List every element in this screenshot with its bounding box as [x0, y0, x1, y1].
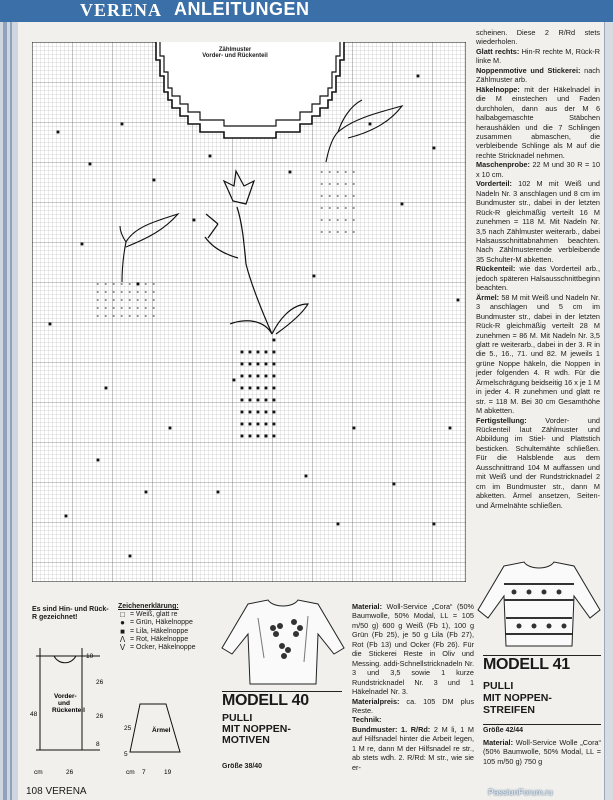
stitch-lila [241, 363, 244, 366]
right-col-paragraph-label: Vorderteil: [476, 179, 512, 189]
stitch-mark: × [128, 305, 132, 311]
stitch-mark: × [104, 297, 108, 303]
stitch-mark: × [120, 297, 124, 303]
stitch-lila [265, 435, 268, 438]
stitch-lila [369, 123, 372, 126]
right-col-paragraph-text: Hin-R rechte M, Rück-R linke M. [476, 46, 601, 66]
stitch-mark: × [328, 193, 332, 199]
stitch-lila [265, 423, 268, 426]
stitch-mark: × [112, 289, 116, 295]
model40-sub1: PULLI [222, 712, 253, 724]
dim-top-right: 26 [96, 679, 104, 686]
stitch-lila [241, 423, 244, 426]
right-col-paragraph [476, 179, 600, 264]
stitch-lila [257, 351, 260, 354]
model40-size: Größe 38/40 [222, 763, 263, 770]
stitch-lila [81, 243, 84, 246]
stitch-lila [457, 299, 460, 302]
mid-col-paragraph-label: Materialpreis: [352, 696, 400, 706]
right-col-paragraph [476, 85, 600, 161]
mid-col-paragraph [352, 602, 474, 697]
legend-symbol: Λ [119, 634, 126, 644]
stitch-mark: × [112, 313, 116, 319]
stitch-lila [129, 555, 132, 558]
model40-subtitle [222, 713, 291, 746]
dim-sleeve-height: 25 [124, 725, 132, 732]
sweater-illustration-41 [474, 560, 604, 650]
right-col-paragraph-text: mit der Häkelnadel in die M einstechen und Faden durchholen, dann aus der M 6 halbabgemaschte Stäbchen herausháklen und die 7 Schlingen zusammen abmaschen, die verbleibende Schlinge als M auf die rechte Stricknadel nehmen. [476, 84, 600, 160]
stitch-mark: × [320, 169, 324, 175]
stitch-lila [249, 399, 252, 402]
stitch-lila [401, 203, 404, 206]
stitch-mark: × [352, 169, 356, 175]
stitch-mark: × [352, 205, 356, 211]
stitch-lila [265, 399, 268, 402]
stitch-lila [257, 375, 260, 378]
stitch-mark: × [336, 193, 340, 199]
stitch-mark: × [152, 281, 156, 287]
instructions-column-middle [352, 602, 474, 772]
schematic-label-2: und [58, 700, 70, 707]
stitch-mark: × [144, 281, 148, 287]
stitch-mark: × [328, 205, 332, 211]
legend-item [118, 611, 196, 619]
stitch-mark: × [120, 305, 124, 311]
stitch-lila [89, 163, 92, 166]
dim-sleeve-w1: 7 [142, 769, 146, 776]
stitch-lila [265, 363, 268, 366]
stitch-mark: × [136, 297, 140, 303]
stitch-lila [241, 387, 244, 390]
size-schematic [30, 648, 210, 783]
stitch-lila [265, 375, 268, 378]
stitch-mark: × [120, 313, 124, 319]
rows-note: Es sind Hin- und Rück-R gezeichnet! [32, 606, 109, 621]
footer-page-number: 108 [26, 786, 43, 797]
right-col-paragraph [476, 264, 600, 292]
stitch-lila [273, 387, 276, 390]
stitch-lila [273, 423, 276, 426]
header-brand: VERENA [80, 0, 163, 20]
stitch-mark: × [136, 305, 140, 311]
model41-sub2: MIT NOPPEN- [483, 692, 552, 704]
footer-brand: VERENA [45, 786, 87, 797]
stitch-mark: × [344, 169, 348, 175]
stitch-lila [193, 219, 196, 222]
symbol-legend [118, 603, 196, 652]
stitch-mark: × [328, 229, 332, 235]
stitch-mark: × [144, 297, 148, 303]
stitch-mark: × [112, 281, 116, 287]
stitch-lila [305, 475, 308, 478]
stitch-lila [433, 523, 436, 526]
stitch-mark: × [96, 281, 100, 287]
model41-material [483, 738, 601, 766]
stitch-mark: × [112, 297, 116, 303]
chart-title-line2: Vorder- und Rückenteil [202, 53, 268, 59]
stitch-mark: × [120, 281, 124, 287]
stitch-lila [249, 375, 252, 378]
legend-title: Zeichenerklärung: [118, 603, 179, 610]
stitch-lila [337, 523, 340, 526]
page-header [0, 0, 613, 22]
stitch-lila [49, 323, 52, 326]
stitch-mark: × [352, 181, 356, 187]
stitch-mark: × [352, 229, 356, 235]
stitch-mark: × [344, 193, 348, 199]
stitch-lila [257, 399, 260, 402]
model41-sub1: PULLI [483, 680, 514, 692]
stitch-lila [313, 275, 316, 278]
stitch-lila [241, 411, 244, 414]
stitch-lila [241, 435, 244, 438]
stitch-mark: × [344, 181, 348, 187]
stitch-lila [393, 483, 396, 486]
stitch-lila [105, 387, 108, 390]
sweater-illustration-40 [218, 598, 348, 688]
header-section: ANLEITUNGEN [174, 0, 310, 19]
stitch-mark: × [344, 217, 348, 223]
dim-neck-top: 10 [86, 653, 94, 660]
model41-material-text: Woll-Service Wolle „Cora“ (50% Baumwolle, 50% Modal, LL = 105 m/50 g) 750 g [483, 738, 601, 766]
sleeve-label: Ärmel [152, 727, 171, 734]
stitch-lila [249, 363, 252, 366]
legend-symbol: □ [120, 610, 125, 620]
stitch-lila [249, 435, 252, 438]
stitch-mark: × [144, 305, 148, 311]
right-col-paragraph-label: Häkelnoppe: [476, 84, 520, 94]
stitch-mark: × [152, 305, 156, 311]
stitch-mark: × [128, 289, 132, 295]
stitch-lila [273, 411, 276, 414]
legend-symbol: V [119, 643, 126, 653]
legend-item [118, 628, 196, 636]
stitch-mark: × [320, 181, 324, 187]
stitch-mark: × [136, 281, 140, 287]
right-col-paragraph [476, 47, 600, 66]
stitch-lila [273, 375, 276, 378]
stitch-mark: × [328, 217, 332, 223]
stitch-mark: × [320, 193, 324, 199]
dim-cm-2: cm [126, 769, 135, 776]
mid-col-paragraph-text: Woll-Service „Cora“ (50% Baumwolle, 50% Modal, LL = 105 m/50 g) 600 g Weiß (Fb 1), 100 g Grün (Fb 25), je 50 g Lila (Fb 27), Rot (Fb 13) und Ocker (Fb 26). Für die Stickerei Reste in Oliv und Messing. addi-Schnellstricknadeln Nr. 3 und 3,5 sowie 1 kurze Rundstricknadel Nr. 3 und 1 Häkelnadel Nr. 3. [352, 602, 474, 697]
stitch-lila [265, 387, 268, 390]
stitch-mark: × [336, 169, 340, 175]
stitch-mark: × [104, 313, 108, 319]
model41-size: Größe 42/44 [483, 727, 524, 734]
model40-title: MODELL 40 [222, 692, 309, 709]
stitch-lila [233, 379, 236, 382]
stitch-lila [433, 147, 436, 150]
knitting-chart [32, 42, 466, 582]
right-col-paragraph [476, 66, 600, 85]
right-col-paragraph [476, 416, 600, 511]
right-col-paragraph-label: Rückenteil: [476, 264, 516, 274]
stitch-mark: × [352, 217, 356, 223]
stitch-lila [289, 171, 292, 174]
right-col-paragraph-text: nach Zählmuster arb. [476, 65, 600, 85]
right-col-paragraph-text: 22 M und 30 R = 10 x 10 cm. [476, 160, 600, 179]
stitch-mark: × [104, 281, 108, 287]
dim-height: 48 [30, 711, 38, 718]
right-col-paragraph-label: Fertigstellung: [476, 415, 527, 425]
legend-symbol: ● [120, 618, 125, 628]
model41-sub3: STREIFEN [483, 704, 535, 716]
right-col-paragraph-label: Maschenprobe: [476, 160, 530, 170]
stitch-mark: × [336, 205, 340, 211]
watermark: PassionForum.ru [488, 787, 553, 797]
stitch-mark: × [128, 313, 132, 319]
stitch-mark: × [320, 205, 324, 211]
stitch-lila [217, 491, 220, 494]
model40-sub2: MIT NOPPEN- [222, 723, 291, 735]
mid-col-paragraph-label: Material: [352, 602, 383, 611]
mid-col-paragraph-label: Bundmuster: 1. R/Rd: [352, 724, 431, 734]
dim-sleeve-w2: 19 [164, 769, 172, 776]
stitch-mark: × [104, 305, 108, 311]
dim-sleeve-bottom: 5 [124, 751, 128, 758]
stitch-lila [249, 411, 252, 414]
stitch-mark: × [120, 289, 124, 295]
stitch-lila [97, 459, 100, 462]
schematic-label-3: Rückenteil [52, 707, 85, 714]
stitch-mark: × [328, 181, 332, 187]
right-col-paragraph-label: Noppenmotive und Stickerei: [476, 65, 581, 75]
stitch-lila [57, 131, 60, 134]
stitch-lila [257, 363, 260, 366]
legend-item [118, 619, 196, 627]
dim-mid-right: 26 [96, 713, 104, 720]
legend-text: = Lila, Häkelnoppe [130, 627, 189, 635]
stitch-lila [273, 363, 276, 366]
mid-col-paragraph-label: Technik: [352, 715, 382, 725]
stitch-lila [241, 399, 244, 402]
legend-symbol: ■ [120, 626, 125, 636]
stitch-lila [417, 75, 420, 78]
stitch-lila [273, 351, 276, 354]
stitch-lila [273, 435, 276, 438]
chart-title-line1: Zählmuster [218, 47, 252, 53]
right-col-paragraph [476, 28, 600, 47]
model40-sub3: MOTIVEN [222, 734, 270, 746]
stitch-lila [145, 491, 148, 494]
chart-title [180, 47, 290, 59]
page-edge-decoration [0, 0, 18, 800]
stitch-mark: × [128, 281, 132, 287]
stitch-mark: × [104, 289, 108, 295]
stitch-lila [273, 399, 276, 402]
stitch-lila [153, 179, 156, 182]
stitch-lila [353, 427, 356, 430]
stitch-mark: × [136, 289, 140, 295]
right-col-paragraph-label: Ärmel: [476, 292, 500, 302]
dim-body-bottom: 26 [66, 769, 74, 776]
stitch-mark: × [96, 297, 100, 303]
stitch-mark: × [96, 313, 100, 319]
stitch-mark: × [152, 289, 156, 295]
stitch-lila [257, 435, 260, 438]
stitch-mark: × [336, 181, 340, 187]
mid-col-paragraph-text: ca. 105 DM plus Reste. [352, 696, 474, 715]
stitch-lila [249, 387, 252, 390]
mid-col-paragraph [352, 697, 474, 716]
legend-item [118, 636, 196, 644]
stitch-lila [65, 515, 68, 518]
stitch-mark: × [112, 305, 116, 311]
stitch-lila [257, 423, 260, 426]
stitch-mark: × [144, 289, 148, 295]
right-col-paragraph-text: Vorder- und Rückenteil laut Zählmuster und Abbildung im Stiel- und Plattstich besticken. Schultemähte schließen. Für die Halsblende aus dem Ausschnittrand 104 M auffassen und mit Weiß und der Rundstricknadel 2 cm im Bundmuster str., dann M abketten. Ärmel ansetzen, Seiten- und Ärmelnähte schließen. [476, 415, 600, 510]
stitch-lila [209, 155, 212, 158]
stitch-lila [121, 123, 124, 126]
stitch-lila [249, 351, 252, 354]
model41-subtitle [483, 680, 552, 716]
right-col-paragraph-text: 102 M mit Weiß und Nadeln Nr. 3 anschlagen und 8 cm im Bundmuster str., dabei in der letzten Rück-R gleichmäßig verteilt 16 M zunehmen = 118 M. Mit Nadeln Nr. 3,5 nach Zählmuster weiterarb., dabei Halsausschnittabnahmen beachten. Nach Zählmusterende verbleibende 35 Schulter-M abketten. [476, 179, 600, 264]
stitch-mark: × [344, 205, 348, 211]
schematic-label-1: Vorder- [54, 693, 77, 700]
stitch-lila [257, 387, 260, 390]
stitch-mark: × [336, 229, 340, 235]
stitch-mark: × [136, 313, 140, 319]
mid-col-paragraph-text: 2 M li, 1 M auf Hilfsnadel hinter die Arbeit legen, 1 M re, dann M der Hilfsnadel re str., ab stets wdh. 2. R/Rd: M str., wie sie er- [352, 724, 474, 772]
right-col-paragraph-label: Glatt rechts: [476, 46, 520, 56]
stitch-mark: × [320, 217, 324, 223]
stitch-mark: × [336, 217, 340, 223]
stitch-mark: × [144, 313, 148, 319]
stitch-mark: × [320, 229, 324, 235]
model41-title: MODELL 41 [483, 656, 570, 673]
stitch-mark: × [328, 169, 332, 175]
legend-text: = Grün, Häkelnoppe [130, 619, 193, 627]
right-col-paragraph-text: 58 M mit Weiß und Nadeln Nr. 3 anschlagen und 5 cm im Bundmuster str., dabei in der letzten Rück-R gleichmäßig verteilt 28 M zunehmen = 86 M. Mit Nadeln Nr. 3,5 glatt re weiterarb., dabei in der 3. R in die 5., 16., 71. und 82. M jeweils 1 grüne Noppe häkeln, die Noppen in jeder folgenden 4. R wdh. Für die Ärmelschrägung beidseitig 16 x je 1 M in jeder 4. R zunehmen und glatt re str. = 118 M. Bei 30 cm Gesamthöhe M abketten. [476, 292, 600, 416]
legend-text: = Weiß, glatt re [130, 611, 178, 619]
mid-col-paragraph [352, 715, 474, 724]
stitch-lila [241, 375, 244, 378]
model41-rule-bottom [483, 724, 601, 725]
right-col-paragraph-text: wie das Vorderteil arb., jedoch späteren Halsausschnittbeginn beachten. [476, 264, 600, 293]
stitch-mark: × [152, 297, 156, 303]
stitch-lila [257, 411, 260, 414]
stitch-lila [169, 427, 172, 430]
stitch-mark: × [344, 229, 348, 235]
next-page-edge [604, 22, 613, 800]
stitch-mark: × [152, 313, 156, 319]
stitch-lila [273, 339, 276, 342]
right-col-paragraph [476, 293, 600, 416]
model41-material-label: Material: [483, 738, 514, 747]
stitch-lila [265, 411, 268, 414]
page-footer [26, 786, 87, 797]
right-col-paragraph-text: scheinen. Diese 2 R/Rd stets wiederholen. [476, 28, 600, 47]
mid-col-paragraph [352, 725, 474, 772]
instructions-column-right [476, 28, 600, 510]
stitch-mark: × [96, 305, 100, 311]
stitch-mark: × [128, 297, 132, 303]
legend-text: = Rot, Häkelnoppe [130, 635, 189, 643]
right-col-paragraph [476, 160, 600, 179]
stitch-lila [449, 427, 452, 430]
dim-bottom-right: 8 [96, 741, 100, 748]
legend-text: = Ocker, Häkelnoppe [130, 644, 196, 652]
stitch-lila [249, 423, 252, 426]
stitch-lila [265, 351, 268, 354]
stitch-mark: × [352, 193, 356, 199]
dim-cm-1: cm [34, 769, 43, 776]
stitch-mark: × [96, 289, 100, 295]
stitch-lila [241, 351, 244, 354]
